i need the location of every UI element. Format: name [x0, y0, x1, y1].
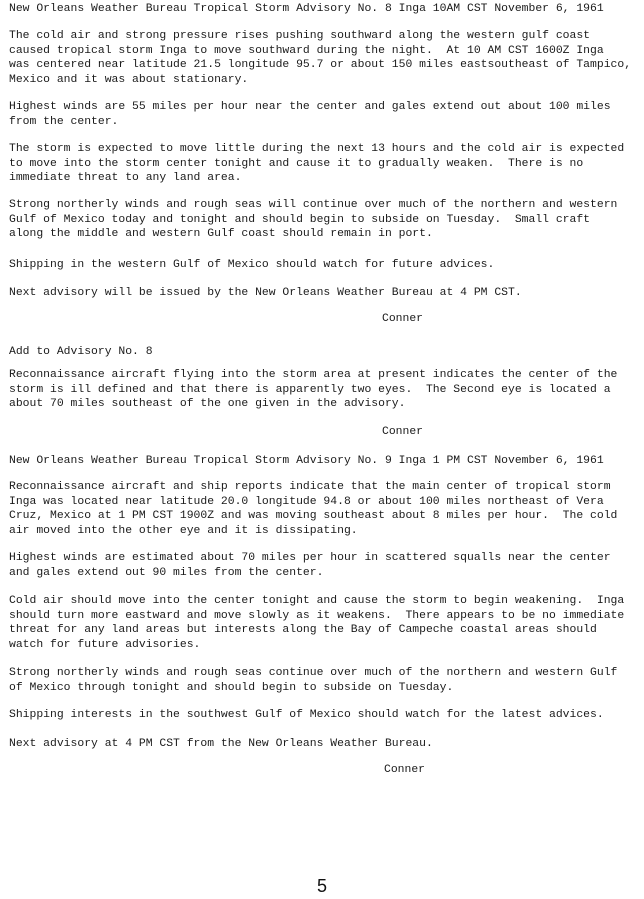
advisory-9-paragraph-2: Highest winds are estimated about 70 miles per hour in scattered squalls near the center and gales extend out 90 miles from the center.	[9, 552, 611, 579]
advisory-9-paragraph-5: Shipping interests in the southwest Gulf of Mexico should watch for the latest advices.	[9, 709, 604, 721]
advisory-9-paragraph-3: Cold air should move into the center tonight and cause the storm to begin weakening. Inga should turn more eastward and move slowly as it weakens. There appears to be no immediate threat for any land areas but interests along the Bay of Campeche coastal areas should watch for future advisories.	[9, 595, 625, 651]
advisory-8-paragraph-1: The cold air and strong pressure rises pushing southward along the western gulf coast caused tropical storm Inga to move southward during the night. At 10 AM CST 1600Z Inga was centered near latitude 21.5 longitude 95.7 or about 150 miles eastsoutheast of Tampico, Mexico and it was about stationary.	[9, 30, 632, 86]
page-number: 5	[316, 876, 327, 896]
advisory-9-paragraph-6: Next advisory at 4 PM CST from the New Orleans Weather Bureau.	[9, 738, 433, 750]
addendum-header: Add to Advisory No. 8	[9, 346, 153, 358]
advisory-9-paragraph-4: Strong northerly winds and rough seas continue over much of the northern and western Gulf of Mexico through tonight and should begin to subside on Tuesday.	[9, 667, 618, 694]
advisory-8-paragraph-4: Strong northerly winds and rough seas will continue over much of the northern and western Gulf of Mexico today and tonight and should begin to subside on Tuesday. Small craft along the middle and western Gulf coast should remain in port.	[9, 199, 618, 240]
advisory-8-paragraph-3: The storm is expected to move little during the next 13 hours and the cold air is expected to move into the storm center tonight and cause it to gradually weaken. There is no immediate threat to any land area.	[9, 143, 625, 184]
addendum-paragraph-1: Reconnaissance aircraft flying into the storm area at present indicates the center of the storm is ill defined and that there is apparently two eyes. The Second eye is located a about 70 miles southeast of the one given in the advisory.	[9, 369, 618, 410]
advisory-9-header: New Orleans Weather Bureau Tropical Storm Advisory No. 9 Inga 1 PM CST November 6, 1961	[9, 455, 604, 467]
advisory-9-signature: Conner	[384, 764, 426, 776]
advisory-8-paragraph-5: Shipping in the western Gulf of Mexico should watch for future advices.	[9, 259, 495, 271]
advisory-8-signature: Conner	[382, 313, 424, 325]
advisory-8-paragraph-2: Highest winds are 55 miles per hour near the center and gales extend out about 100 miles from the center.	[9, 101, 611, 128]
advisory-9-paragraph-1: Reconnaissance aircraft and ship reports indicate that the main center of tropical storm Inga was located near latitude 20.0 longitude 94.8 or about 100 miles northeast of Vera Cruz, Mexico at 1 PM CST 1900Z and was moving southeast about 8 miles per hour. The cold air moved into the other eye and it is dissipating.	[9, 481, 618, 537]
addendum-signature: Conner	[382, 426, 424, 438]
advisory-8-paragraph-6: Next advisory will be issued by the New Orleans Weather Bureau at 4 PM CST.	[9, 287, 522, 299]
advisory-8-header: New Orleans Weather Bureau Tropical Storm Advisory No. 8 Inga 10AM CST November 6, 1961	[9, 3, 604, 15]
